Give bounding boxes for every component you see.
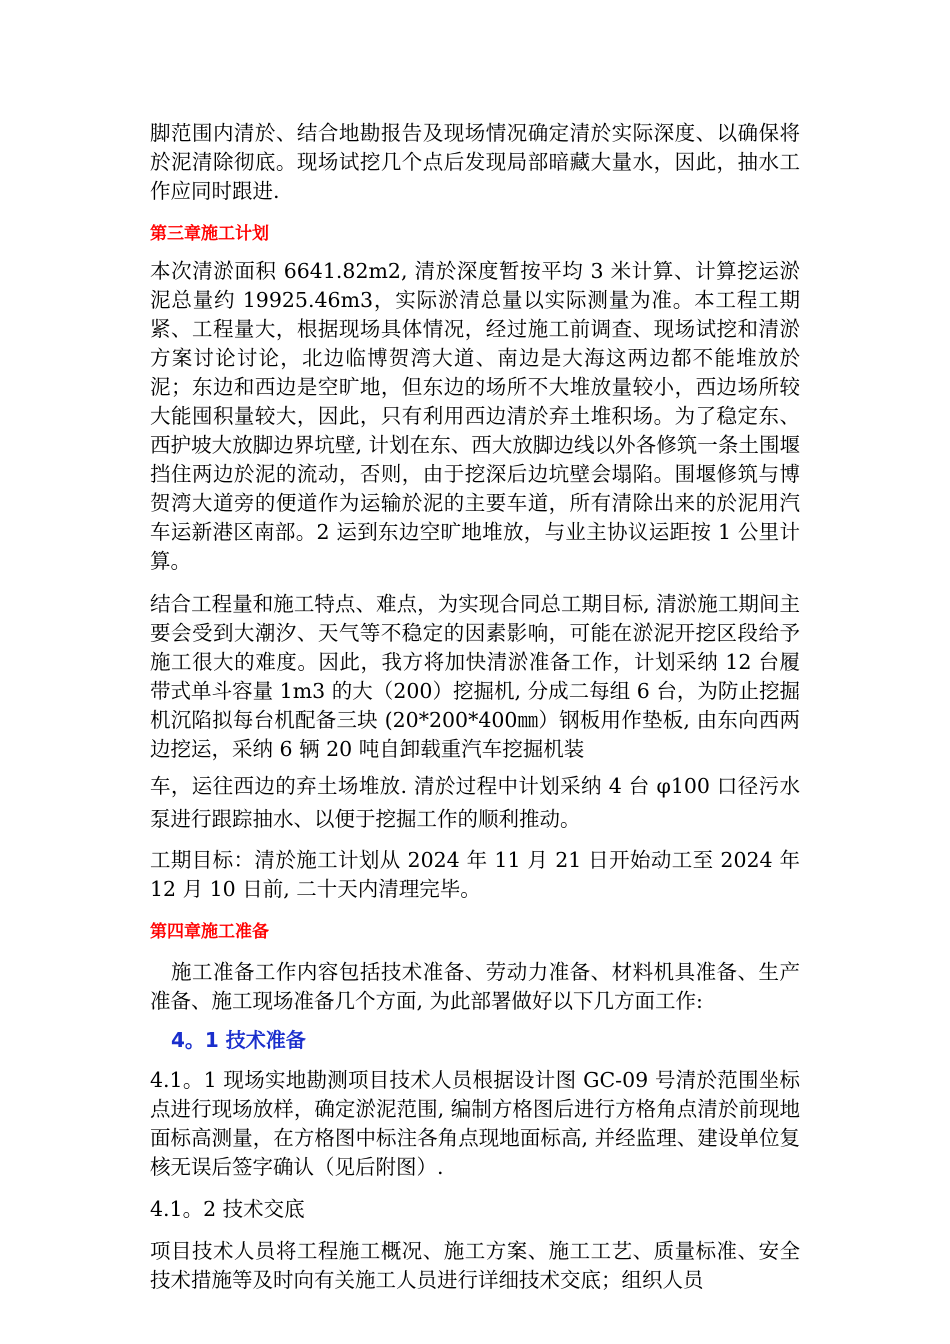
paragraph-site-survey: 4.1。1 现场实地勘测项目技术人员根据设计图 GC-09 号清於范围坐标点进行现场放样，确定淤泥范围, 编制方格图后进行方格角点清於前现地面标高测量，在方格图中标注各角点现地面标高, 并经监理、建设单位复核无误后签字确认（见后附图）. — [150, 1068, 800, 1179]
chapter-4-heading: 第四章施工准备 — [150, 922, 269, 942]
document-page — [150, 119, 800, 1295]
paragraph-equipment-plan: 结合工程量和施工特点、难点，为实现合同总工期目标, 清淤施工期间主要会受到大潮汐、天气等不稳定的因素影响，可能在淤泥开挖区段给予施工很大的难度。因此，我方将加快清淤准备工作，计划采纳 12 台履带式单斗容量 1m3 的大（200）挖掘机, 分成二每组 6 台，为防止挖掘机沉陷拟每台机配备三块 (20*200*400㎜）钢板用作垫板, 由东向西两边挖运，采纳 6 辆 20 吨自卸载重汽车挖掘机装 — [150, 592, 800, 761]
paragraph-preparation-overview: 施工准备工作内容包括技术准备、劳动力准备、材料机具准备、生产准备、施工现场准备几个方面, 为此部署做好以下几方面工作: — [150, 960, 800, 1013]
paragraph-dredging-plan: 本次清淤面积 6641.82m2, 清於深度暂按平均 3 米计算、计算挖运淤泥总量约 19925.46m3，实际淤清总量以实际测量为准。本工程工期紧、工程量大，根据现场具体情况，经过施工前调查、现场试挖和清淤方案讨论讨论，北边临博贺湾大道、南边是大海这两边都不能堆放於泥；东边和西边是空旷地，但东边的场所不大堆放量较小，西边场所较大能囤积量较大，因此，只有利用西边清於弃土堆积场。为了稳定东、西护坡大放脚边界坑壁, 计划在东、西大放脚边线以外各修筑一条土围堰挡住两边於泥的流动，否则，由于挖深后边坑壁会塌陷。围堰修筑与博贺湾大道旁的便道作为运输於泥的主要车道，所有清除出来的於泥用汽车运新港区南部。2 运到东边空旷地堆放，与业主协议运距按 1 公里计算。 — [150, 259, 800, 573]
subheading-technical-briefing: 4.1。2 技术交底 — [150, 1197, 305, 1221]
chapter-3-heading: 第三章施工计划 — [150, 224, 269, 244]
paragraph-schedule-goal: 工期目标：清於施工计划从 2024 年 11 月 21 日开始动工至 2024 年 12 月 10 日前, 二十天内清理完毕。 — [150, 848, 800, 901]
paragraph-excavation-depth: 脚范围内清於、结合地勘报告及现场情况确定清於实际深度、以确保将於泥清除彻底。现场试挖几个点后发现局部暗藏大量水，因此，抽水工作应同时跟进. — [150, 121, 800, 203]
paragraph-technical-briefing: 项目技术人员将工程施工概况、施工方案、施工工艺、质量标准、安全技术措施等及时向有关施工人员进行详细技术交底；组织人员 — [150, 1239, 800, 1292]
paragraph-pump-plan: 车，运往西边的弃土场堆放. 清於过程中计划采纳 4 台 φ100 口径污水泵进行跟踪抽水、以便于挖掘工作的顺利推动。 — [150, 774, 800, 831]
section-4-1-heading: 4。1 技术准备 — [171, 1028, 306, 1052]
